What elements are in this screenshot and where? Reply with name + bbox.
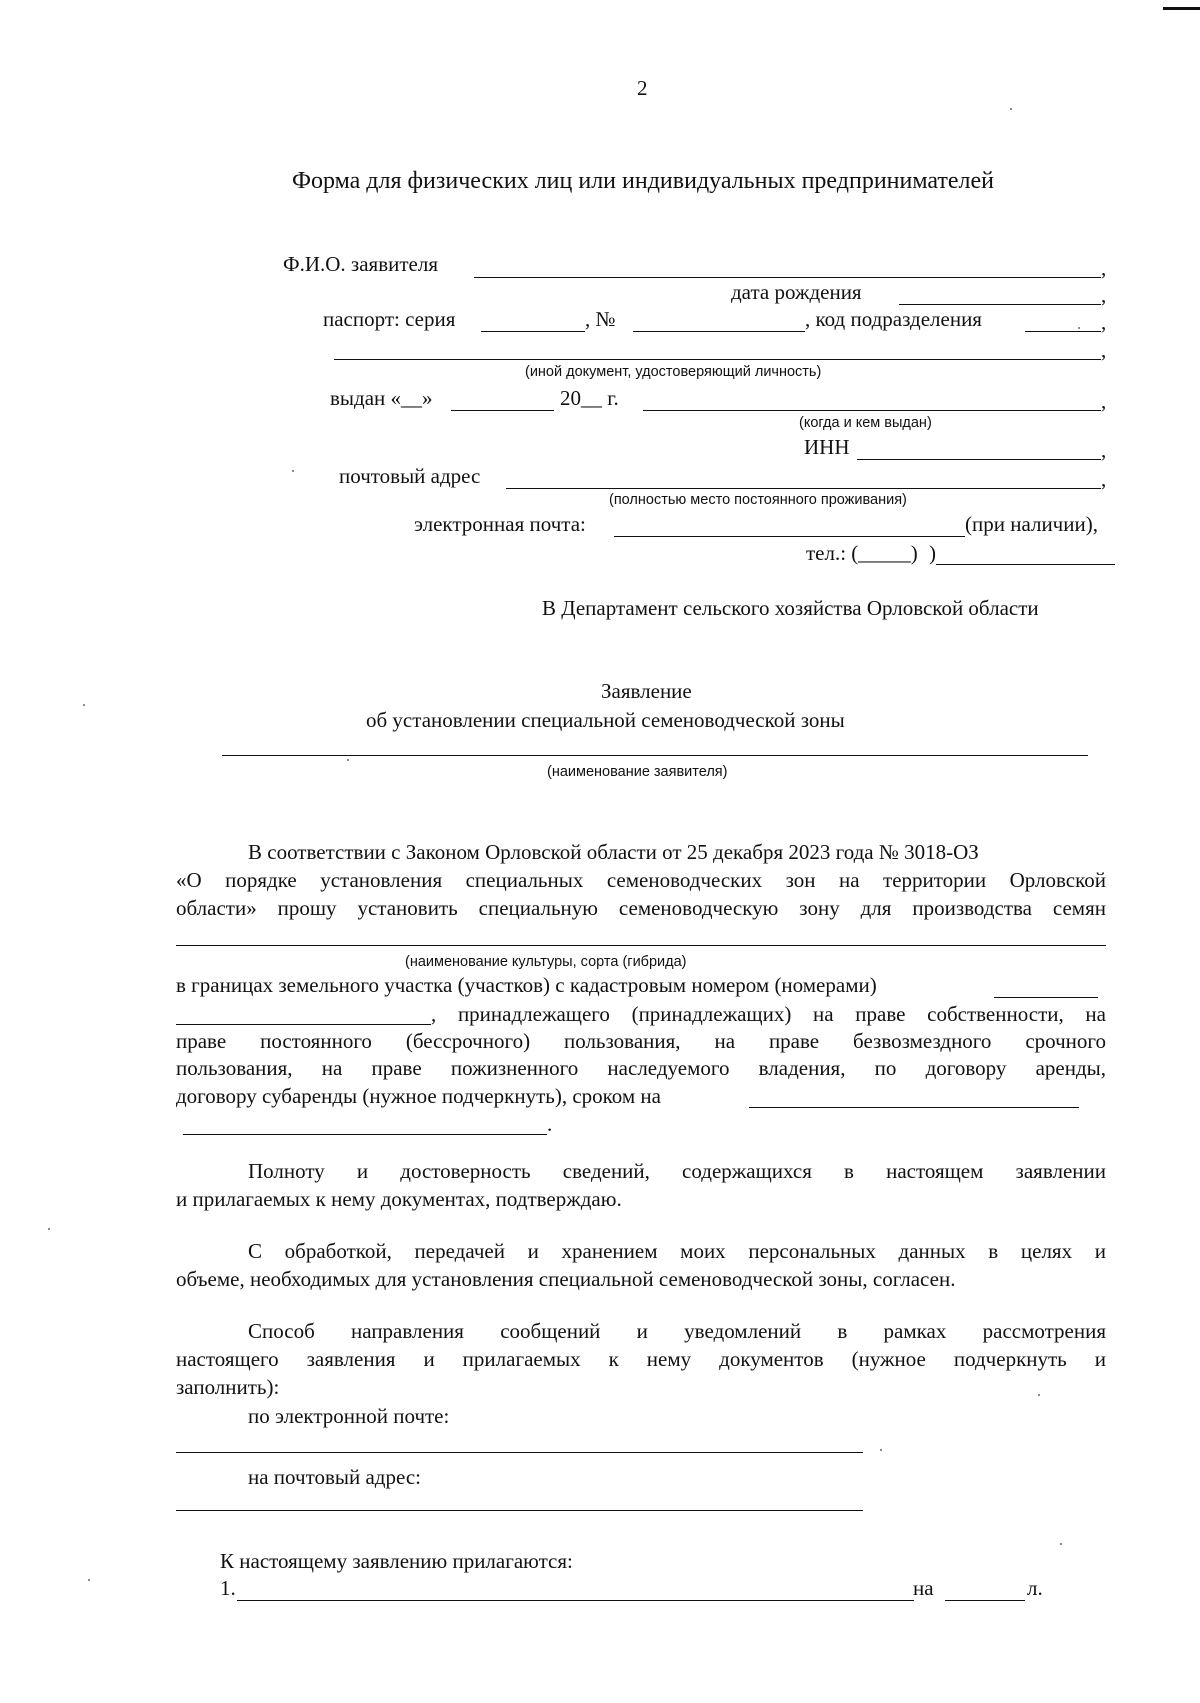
other-document-field[interactable] (334, 359, 1101, 360)
p1-line3: области» прошу установить специальную семеноводческую зону для производства семян (176, 896, 1106, 920)
scan-speck (1078, 327, 1080, 329)
scan-speck (292, 470, 294, 472)
email-field[interactable] (614, 536, 965, 537)
phone-paren: ) (929, 541, 936, 565)
attachment-on-label: на (913, 1576, 934, 1600)
inn-comma: , (1101, 438, 1107, 462)
scan-speck (83, 704, 85, 706)
fio-label: Ф.И.О. заявителя (283, 252, 438, 276)
passport-comma: , (1101, 310, 1107, 334)
statement-subtitle: об установлении специальной семеноводческой зоны (366, 708, 845, 732)
p4-line2: объеме, необходимых для установления специальной семеноводческой зоны, согласен. (176, 1267, 956, 1291)
email-label: электронная почта: (414, 512, 586, 536)
attachment-number: 1. (220, 1576, 236, 1600)
period-field-2[interactable] (183, 1134, 547, 1135)
postal-option-label: на почтовый адрес: (248, 1465, 421, 1489)
statement-title: Заявление (601, 679, 692, 703)
issued-month-field[interactable] (451, 410, 554, 411)
applicant-name-caption: (наименование заявителя) (547, 764, 728, 780)
p3-line2: и прилагаемых к нему документах, подтверждаю. (176, 1187, 622, 1211)
birth-label: дата рождения (731, 280, 862, 304)
passport-number-field[interactable] (633, 331, 805, 332)
p3-line1: Полноту и достоверность сведений, содержащихся в настоящем заявлении (248, 1159, 1106, 1183)
scan-speck (48, 1228, 50, 1230)
addressee: В Департамент сельского хозяйства Орловской области (542, 596, 1039, 620)
p2-line1: в границах земельного участка (участков) с кадастровым номером (номерами) (176, 973, 877, 997)
p1-line2: «О порядке установления специальных семеноводческих зон на территории Орловской (176, 868, 1106, 892)
p2-line4: пользования, на праве пожизненного наследуемого владения, по договору аренды, (176, 1056, 1106, 1080)
postal-caption: (полностью место постоянного проживания) (609, 492, 907, 508)
phone-label: тел.: (_____) (806, 541, 918, 565)
p5-line2: настоящего заявления и прилагаемых к нему документов (нужное подчеркнуть и (176, 1347, 1106, 1371)
inn-label: ИНН (804, 435, 850, 459)
attachments-heading: К настоящему заявлению прилагаются: (220, 1549, 573, 1573)
scan-speck (88, 1579, 90, 1581)
form-title: Форма для физических лиц или индивидуальных предпринимателей (292, 168, 995, 194)
scan-speck (1010, 108, 1012, 110)
p2-line3: праве постоянного (бессрочного) пользования, на праве безвозмездного срочного (176, 1029, 1106, 1053)
birth-date-field[interactable] (899, 304, 1101, 305)
applicant-name-field[interactable] (222, 755, 1088, 756)
postal-comma: , (1101, 467, 1107, 491)
issued-by-field[interactable] (643, 410, 1101, 411)
email-option-label: по электронной почте: (248, 1404, 450, 1428)
passport-series-label: паспорт: серия (323, 307, 456, 331)
phone-field[interactable] (936, 564, 1115, 565)
other-doc-caption: (иной документ, удостоверяющий личность) (525, 364, 822, 380)
issued-comma: , (1101, 389, 1107, 413)
p5-line3: заполнить): (176, 1375, 280, 1399)
period-end: . (547, 1112, 553, 1136)
crop-caption: (наименование культуры, сорта (гибрида) (405, 954, 687, 970)
issued-year: 20__ г. (560, 386, 619, 410)
fio-field[interactable] (474, 277, 1101, 278)
inn-field[interactable] (857, 459, 1101, 460)
attachment-pages-field[interactable] (945, 1600, 1025, 1601)
crop-field[interactable] (176, 945, 1106, 946)
scan-speck (880, 1449, 882, 1451)
passport-number-label: , № (585, 307, 616, 331)
scan-speck (1060, 1543, 1062, 1545)
scan-speck (347, 759, 349, 761)
p1-line1: В соответствии с Законом Орловской области от 25 декабря 2023 года № 3018-ОЗ (248, 840, 979, 864)
scan-mark (1163, 7, 1200, 10)
attachment-name-field[interactable] (237, 1600, 914, 1601)
postal-address-field[interactable] (506, 488, 1101, 489)
fio-comma: , (1101, 256, 1107, 280)
cadastral-field-1[interactable] (994, 997, 1098, 998)
division-code-label: , код подразделения (805, 307, 982, 331)
issued-caption: (когда и кем выдан) (799, 415, 932, 431)
p2-line2: , принадлежащего (принадлежащих) на праве собственности, на (431, 1002, 1106, 1026)
division-code-field[interactable] (1025, 331, 1101, 332)
issued-label: выдан «__» (330, 386, 433, 410)
postal-option-field[interactable] (176, 1510, 863, 1511)
email-suffix: (при наличии), (965, 512, 1098, 536)
cadastral-field-2[interactable] (176, 1024, 431, 1025)
p2-line5: договору субаренды (нужное подчеркнуть), сроком на (176, 1084, 661, 1108)
other-doc-comma: , (1101, 338, 1107, 362)
p4-line1: С обработкой, передачей и хранением моих персональных данных в целях и (248, 1239, 1106, 1263)
scan-speck (1038, 1394, 1040, 1396)
period-field-1[interactable] (749, 1107, 1079, 1108)
postal-label: почтовый адрес (339, 464, 481, 488)
p5-line1: Способ направления сообщений и уведомлений в рамках рассмотрения (248, 1319, 1106, 1343)
passport-series-field[interactable] (481, 331, 585, 332)
birth-comma: , (1101, 283, 1107, 307)
email-option-field[interactable] (176, 1452, 863, 1453)
page-number: 2 (637, 76, 648, 100)
attachment-pages-suffix: л. (1027, 1576, 1043, 1600)
